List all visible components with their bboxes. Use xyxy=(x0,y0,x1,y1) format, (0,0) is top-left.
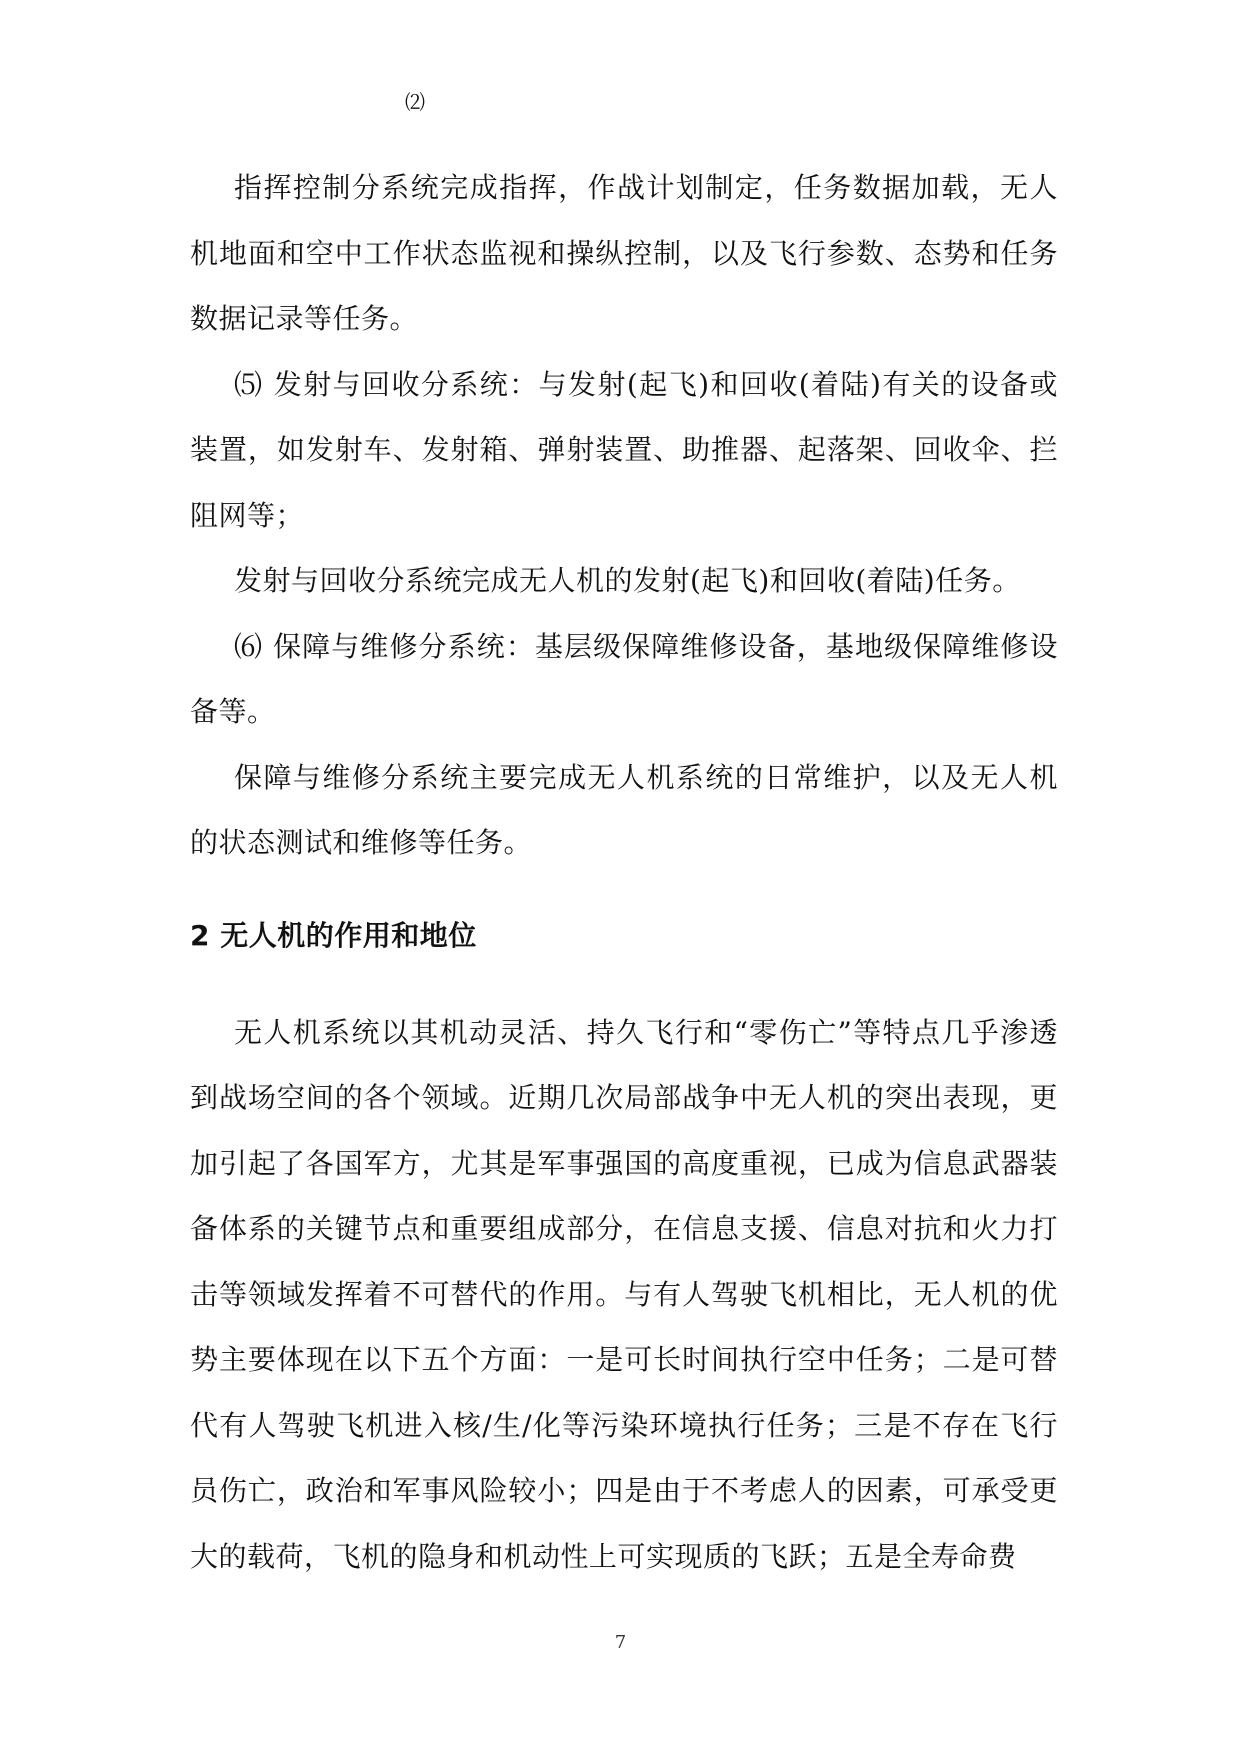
paragraph-uav-role: 无人机系统以其机动灵活、持久飞行和“零伤亡”等特点几乎渗透到战场空间的各个领域。近期几次局部战争中无人机的突出表现，更加引起了各国军方，尤其是军事强国的高度重视，已成为信息武器装备体系的关键节点和重要组成部分，在信息支援、信息对抗和火力打击等领域发挥着不可替代的作用。与有人驾驶飞机相比，无人机的优势主要体现在以下五个方面：一是可长时间执行空中任务；二是可替代有人驾驶飞机进入核/生/化等污染环境执行任务；三是不存在飞行员伤亡，政治和军事风险较小；四是由于不考虑人的因素，可承受更大的载荷，飞机的隐身和机动性上可实现质的飞跃；五是全寿命费 xyxy=(190,1015,1058,1573)
section-heading: 2 无人机的作用和地位 xyxy=(190,918,477,952)
paragraph-command-control: 指挥控制分系统完成指挥，作战计划制定，任务数据加载，无人机地面和空中工作状态监视和操纵控制，以及飞行参数、态势和任务数据记录等任务。 xyxy=(190,171,1058,335)
document-body xyxy=(190,155,1058,1589)
page-number: 7 xyxy=(614,1632,627,1653)
paragraph-maintenance-items: ⑹ 保障与维修分系统：基层级保障维修设备，基地级保障维修设备等。 xyxy=(190,629,1058,728)
list-marker: ⑵ xyxy=(405,90,425,114)
paragraph-launch-recovery-items: ⑸ 发射与回收分系统：与发射(起飞)和回收(着陆)有关的设备或装置，如发射车、发射箱、弹射装置、助推器、起落架、回收伞、拦阻网等； xyxy=(190,367,1058,532)
paragraph-maintenance-task: 保障与维修分系统主要完成无人机系统的日常维护，以及无人机的状态测试和维修等任务。 xyxy=(190,760,1058,859)
paragraph-launch-recovery-task: 发射与回收分系统完成无人机的发射(起飞)和回收(着陆)任务。 xyxy=(234,564,1021,597)
